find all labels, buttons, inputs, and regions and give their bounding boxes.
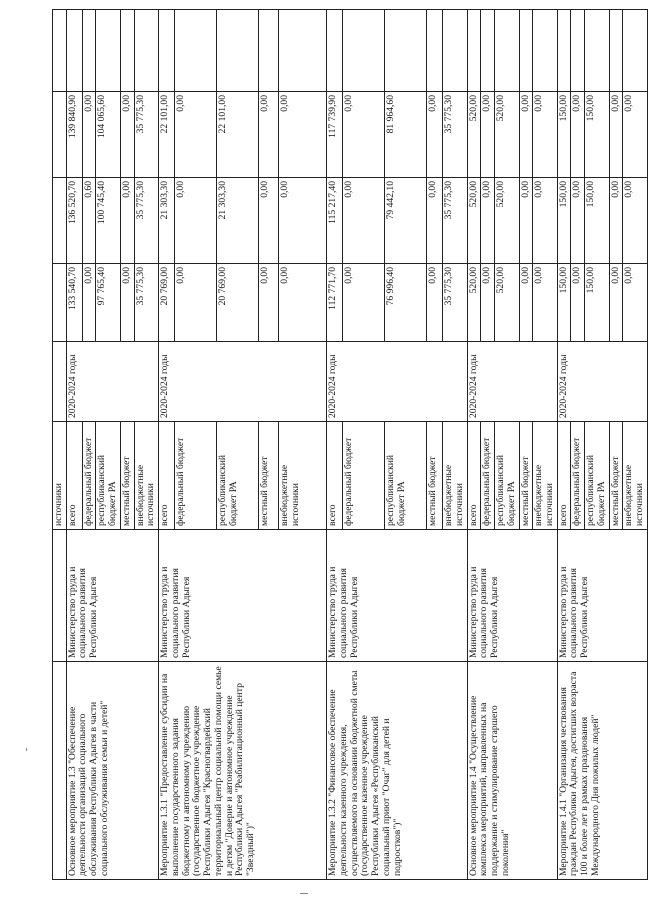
source-cell: федеральный бюджет xyxy=(481,422,495,530)
empty-cell xyxy=(609,10,623,92)
value-cell: 0,00 xyxy=(427,178,443,264)
value-cell: 0,00 xyxy=(481,178,495,264)
value-cell: 150,00 xyxy=(557,178,571,264)
source-cell: внебюджетные источники xyxy=(533,422,557,530)
value-cell: 0,00 xyxy=(175,92,217,178)
scan-mark xyxy=(26,748,27,751)
header-row xyxy=(53,10,67,880)
empty-cell xyxy=(385,10,427,92)
value-cell: 21 303,30 xyxy=(217,178,259,264)
source-cell: федеральный бюджет xyxy=(82,422,96,530)
empty-cell xyxy=(82,10,96,92)
budget-table xyxy=(52,9,648,880)
empty-cell xyxy=(623,10,647,92)
empty-cell xyxy=(134,10,158,92)
empty-cell xyxy=(467,10,481,92)
row-name-cell: Основное мероприятие 1.4 "Осуществление комплекса мероприятий, направленных на поддержание и стимулирование старшего поколения" xyxy=(467,662,557,880)
empty-cell xyxy=(343,10,385,92)
empty-cell xyxy=(443,10,467,92)
source-cell: всего xyxy=(66,422,82,530)
source-cell: внебюджетные источники xyxy=(623,422,647,530)
row-name-cell: Основное мероприятие 1.3 "Обеспечение деятельности организаций социального обслуживания Республики Адыгея в части социального обслуживания семьи и детей" xyxy=(66,662,158,880)
value-cell: 0,00 xyxy=(259,264,279,342)
period-cell: 2020-2024 годы xyxy=(159,342,327,422)
source-cell: республиканский бюджет РА xyxy=(495,422,519,530)
value-cell: 0,00 xyxy=(279,264,327,342)
empty-cell xyxy=(279,10,327,92)
empty-cell xyxy=(481,10,495,92)
source-cell: местный бюджет xyxy=(259,422,279,530)
value-cell: 0,00 xyxy=(259,92,279,178)
value-cell: 0,00 xyxy=(427,92,443,178)
empty-cell xyxy=(120,10,134,92)
value-cell: 0,00 xyxy=(120,178,134,264)
value-cell: 0,00 xyxy=(175,264,217,342)
table-row xyxy=(327,10,343,880)
empty-cell xyxy=(557,10,571,92)
value-cell: 0,00 xyxy=(533,178,557,264)
empty-cell xyxy=(571,10,585,92)
executor-cell: Министерство труда и социального развития Республики Адыгея xyxy=(327,530,467,662)
source-cell: местный бюджет xyxy=(120,422,134,530)
period-cell: 2020-2024 годы xyxy=(66,342,158,422)
value-cell: 76 996,40 xyxy=(385,264,427,342)
value-cell: 0,00 xyxy=(120,264,134,342)
empty-cell xyxy=(66,10,82,92)
value-cell: 133 540,70 xyxy=(66,264,82,342)
value-cell: 0,00 xyxy=(259,178,279,264)
empty-cell xyxy=(519,10,533,92)
value-cell: 35 775,30 xyxy=(134,178,158,264)
source-cell: внебюджетные источники xyxy=(134,422,158,530)
source-cell: всего xyxy=(327,422,343,530)
value-cell: 115 217,40 xyxy=(327,178,343,264)
value-cell: 0,00 xyxy=(120,92,134,178)
source-cell: республиканский бюджет РА xyxy=(585,422,609,530)
empty-cell xyxy=(159,10,175,92)
value-cell: 22 101,00 xyxy=(159,92,175,178)
source-cell: республиканский бюджет РА xyxy=(217,422,259,530)
executor-cell: Министерство труда и социального развития Республики Адыгея xyxy=(66,530,158,662)
empty-cell xyxy=(259,10,279,92)
value-cell: 79 442,10 xyxy=(385,178,427,264)
table-row xyxy=(66,10,82,880)
value-cell: 35 775,30 xyxy=(134,92,158,178)
value-cell: 0,00 xyxy=(481,264,495,342)
source-cell: федеральный бюджет xyxy=(343,422,385,530)
value-cell: 35 775,30 xyxy=(443,178,467,264)
value-cell: 35 775,30 xyxy=(134,264,158,342)
value-cell: 0,00 xyxy=(82,264,96,342)
source-cell: внебюджетные источники xyxy=(443,422,467,530)
value-cell: 0,00 xyxy=(533,264,557,342)
value-cell: 520,00 xyxy=(467,264,481,342)
value-cell: 0,00 xyxy=(343,264,385,342)
value-cell: 0,00 xyxy=(82,92,96,178)
value-cell: 0,00 xyxy=(519,92,533,178)
value-cell: 0,00 xyxy=(609,92,623,178)
empty-cell xyxy=(175,10,217,92)
value-cell: 520,00 xyxy=(467,92,481,178)
value-cell: 97 765,40 xyxy=(96,264,120,342)
source-cell: местный бюджет xyxy=(519,422,533,530)
empty-cell xyxy=(327,10,343,92)
value-cell: 0,00 xyxy=(343,178,385,264)
scan-mark xyxy=(300,893,308,894)
value-cell: 0,00 xyxy=(571,178,585,264)
executor-cell: Министерство труда и социального развития Республики Адыгея xyxy=(557,530,647,662)
value-cell: 112 771,70 xyxy=(327,264,343,342)
value-cell: 0,00 xyxy=(427,264,443,342)
value-cell: 81 964,60 xyxy=(385,92,427,178)
value-cell: 0,00 xyxy=(519,178,533,264)
executor-cell: Министерство труда и социального развития Республики Адыгея xyxy=(159,530,327,662)
value-cell: 520,00 xyxy=(495,264,519,342)
value-cell: 0,00 xyxy=(571,92,585,178)
value-cell: 0,00 xyxy=(609,178,623,264)
value-cell: 0,00 xyxy=(623,92,647,178)
value-cell: 0,00 xyxy=(533,92,557,178)
value-cell: 520,00 xyxy=(495,178,519,264)
value-cell: 0,00 xyxy=(609,264,623,342)
period-cell: 2020-2024 годы xyxy=(467,342,557,422)
period-cell: 2020-2024 годы xyxy=(557,342,647,422)
source-cell: всего xyxy=(467,422,481,530)
value-cell: 150,00 xyxy=(585,92,609,178)
empty-cell xyxy=(96,10,120,92)
executor-cell: Министерство труда и социального развития Республики Адыгея xyxy=(467,530,557,662)
source-cell: местный бюджет xyxy=(609,422,623,530)
value-cell: 35 775,30 xyxy=(443,92,467,178)
empty-cell xyxy=(585,10,609,92)
source-cell: федеральный бюджет xyxy=(175,422,217,530)
value-cell: 104 065,60 xyxy=(96,92,120,178)
value-cell: 0,00 xyxy=(571,264,585,342)
value-cell: 21 303,30 xyxy=(159,178,175,264)
table-row xyxy=(159,10,175,880)
source-cell: внебюджетные источники xyxy=(279,422,327,530)
empty-cell xyxy=(495,10,519,92)
empty-cell xyxy=(427,10,443,92)
source-cell: федеральный бюджет xyxy=(571,422,585,530)
value-cell: 100 745,40 xyxy=(96,178,120,264)
source-cell: республиканский бюджет РА xyxy=(96,422,120,530)
table-row xyxy=(467,10,481,880)
source-cell: местный бюджет xyxy=(427,422,443,530)
value-cell: 22 101,00 xyxy=(217,92,259,178)
value-cell: 0,00 xyxy=(279,178,327,264)
value-cell: 0,00 xyxy=(279,92,327,178)
header-src-cell: источники xyxy=(53,422,67,530)
empty-cell xyxy=(217,10,259,92)
value-cell: 150,00 xyxy=(585,178,609,264)
source-cell: всего xyxy=(557,422,571,530)
table-row xyxy=(557,10,571,880)
value-cell: 520,00 xyxy=(467,178,481,264)
source-cell: республиканский бюджет РА xyxy=(385,422,427,530)
value-cell: 520,00 xyxy=(495,92,519,178)
value-cell: 0,00 xyxy=(519,264,533,342)
value-cell: 136 520,70 xyxy=(66,178,82,264)
empty-cell xyxy=(533,10,557,92)
value-cell: 0,00 xyxy=(481,92,495,178)
value-cell: 0,60 xyxy=(82,178,96,264)
value-cell: 150,00 xyxy=(557,264,571,342)
row-name-cell: Мероприятие 1.4.1 "Организация чествования граждан Республики Адыгея, достигших возраста 100 и более лет в рамках празднования Международного Дня пожилых людей" xyxy=(557,662,647,880)
value-cell: 0,00 xyxy=(343,92,385,178)
value-cell: 0,00 xyxy=(623,178,647,264)
period-cell: 2020-2024 годы xyxy=(327,342,467,422)
value-cell: 0,00 xyxy=(623,264,647,342)
rotated-page xyxy=(52,10,646,880)
value-cell: 117 739,90 xyxy=(327,92,343,178)
source-cell: всего xyxy=(159,422,175,530)
value-cell: 150,00 xyxy=(557,92,571,178)
value-cell: 139 840,90 xyxy=(66,92,82,178)
value-cell: 150,00 xyxy=(585,264,609,342)
value-cell: 0,00 xyxy=(175,178,217,264)
table-body xyxy=(53,10,648,880)
value-cell: 20 769,00 xyxy=(159,264,175,342)
row-name-cell: Мероприятие 1.3.1 "Предоставление субсидии на выполнение государственного задания бюджетному и автономному учреждению (государственное бюджетное учреждение Республики Адыгея "Красногвардейский территориальный центр социальной помощи семье и детям "Доверие и автономное учреждение Республики Адыгея "Реабилитационный центр "Звездный")" xyxy=(159,662,327,880)
value-cell: 20 769,00 xyxy=(217,264,259,342)
value-cell: 35 775,30 xyxy=(443,264,467,342)
row-name-cell: Мероприятие 1.3.2 "Финансовое обеспечение деятельности казенного учреждения, осуществляемого на основании бюджетной сметы (государственное казенное учреждение Республики Адыгея «Республиканский социальный приют "Очаг" для детей и подростков")" xyxy=(327,662,467,880)
